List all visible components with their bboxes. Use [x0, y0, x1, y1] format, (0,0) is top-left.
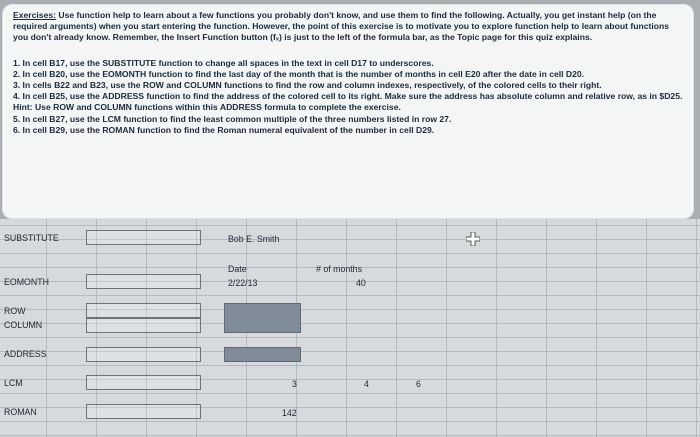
exercises-title: Exercises:: [13, 10, 57, 20]
row-answer-cell[interactable]: [86, 303, 201, 318]
address-answer-cell[interactable]: [86, 347, 201, 362]
months-value[interactable]: 40: [356, 278, 366, 288]
column-label: COLUMN: [4, 320, 43, 330]
roman-input-value[interactable]: 142: [282, 408, 297, 418]
lcm-answer-cell[interactable]: [86, 375, 201, 390]
step-1: 1. In cell B17, use the SUBSTITUTE function to change all spaces in the text in cell D17 to underscores.: [13, 57, 434, 68]
intro-paragraph: [13, 10, 683, 44]
column-answer-cell[interactable]: [86, 318, 201, 333]
date-header: Date: [228, 264, 247, 274]
roman-answer-cell[interactable]: [86, 404, 201, 419]
lcm-value-3[interactable]: 6: [416, 379, 421, 389]
substitute-answer-cell[interactable]: [86, 230, 201, 245]
address-label: ADDRESS: [4, 349, 47, 359]
exercise-steps: [13, 58, 683, 136]
roman-label: ROMAN: [4, 407, 37, 417]
colored-address-cell[interactable]: [224, 347, 301, 362]
exercise-instructions-panel: [2, 4, 694, 219]
step-6: 6. In cell B29, use the ROMAN function to find the Roman numeral equivalent of the number in cell D29.: [13, 124, 435, 135]
step-4: 4. In cell B25, use the ADDRESS function to find the address of the colored cell to its right. Make sure the address has absolute column and relative row, as in $D25. Hint: Use ROW and COLUMN functions within this ADDRESS formula to complete the exercise.: [13, 91, 683, 113]
step-3: 3. In cells B22 and B23, use the ROW and COLUMN functions to find the row and column indexes, respectively, of the colored cells to their right.: [13, 80, 602, 91]
row-label: ROW: [4, 306, 26, 316]
intro-text: Use function help to learn about a few functions you probably don't know, and use them to find the following. Actually, you get instant help (on the required arguments) when you start entering the function. However, the point of this exercise is to motivate you to explore function help to learn about functions you don't already know. Remember, the Insert Function button (fₓ) is just to the left of the formula bar, as the Topic page for this quiz explains.: [13, 10, 670, 43]
lcm-value-2[interactable]: 4: [364, 379, 369, 389]
name-cell[interactable]: Bob E. Smith: [228, 234, 280, 244]
eomonth-label: EOMONTH: [4, 277, 49, 287]
months-header: # of months: [316, 264, 362, 274]
cell-cursor-icon: [466, 232, 480, 246]
date-value[interactable]: 2/22/13: [228, 278, 258, 288]
step-2: 2. In cell B20, use the EOMONTH function to find the last day of the month that is the number of months in cell E20 after the date in cell D20.: [13, 68, 585, 79]
step-5: 5. In cell B27, use the LCM function to find the least common multiple of the three numbers listed in row 27.: [13, 113, 452, 124]
lcm-label: LCM: [4, 378, 23, 388]
colored-row-column-cell[interactable]: [224, 303, 301, 333]
lcm-value-1[interactable]: 3: [292, 379, 297, 389]
spreadsheet-grid[interactable]: [0, 219, 700, 437]
substitute-label: SUBSTITUTE: [4, 233, 59, 243]
eomonth-answer-cell[interactable]: [86, 274, 201, 289]
